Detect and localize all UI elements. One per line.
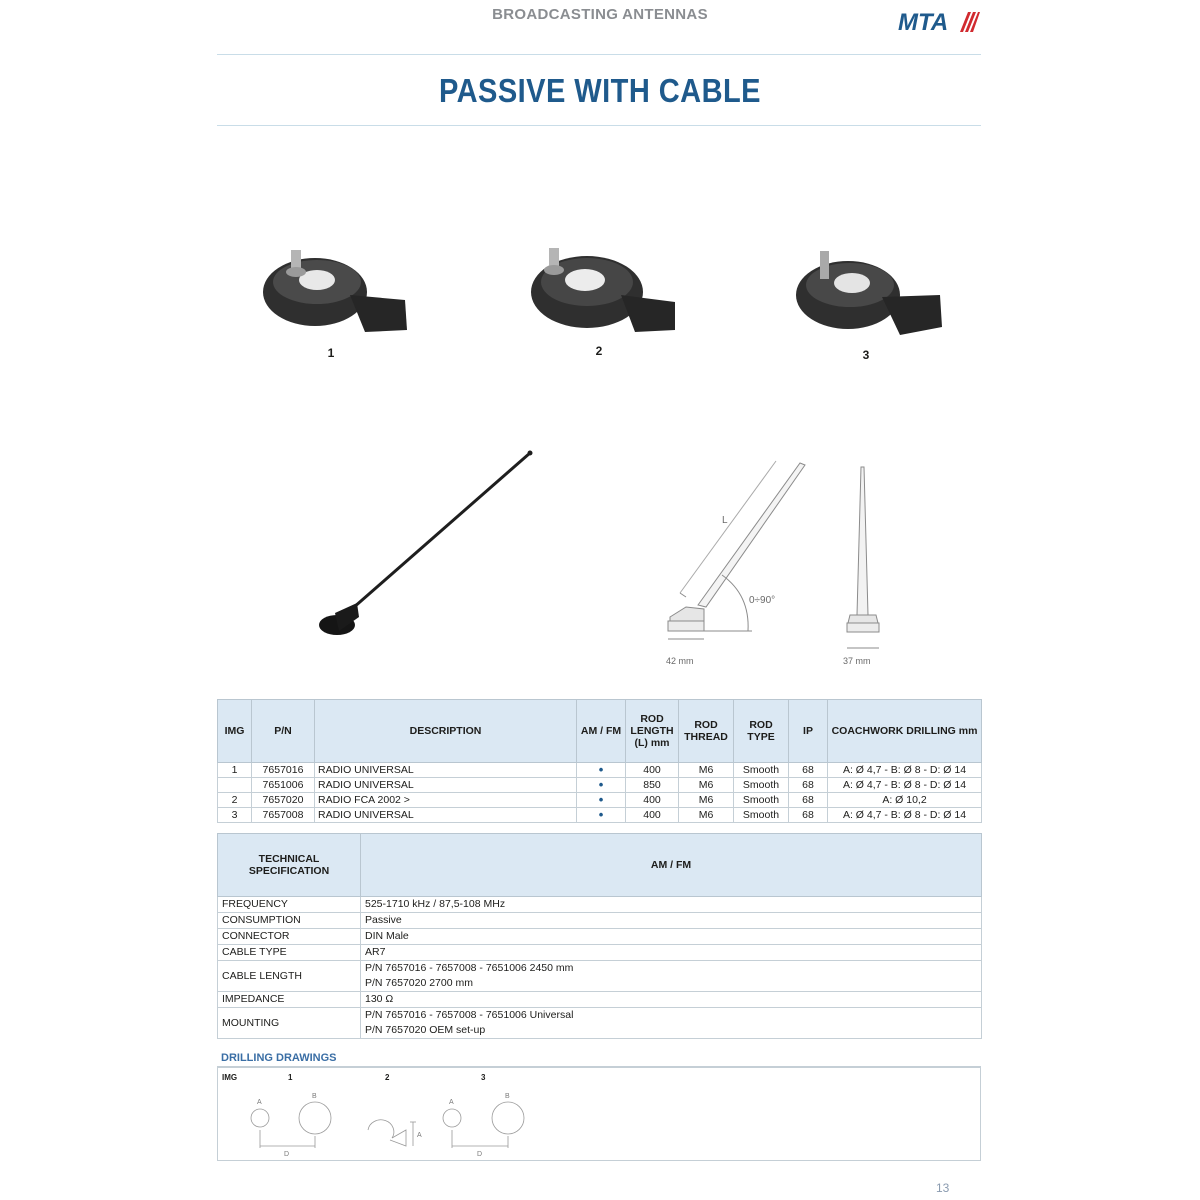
- table-row: [218, 929, 982, 945]
- tech-header-right: AM / FM: [361, 834, 982, 897]
- col-img: IMG: [218, 700, 252, 763]
- tech-header-left: TECHNICAL SPECIFICATION: [218, 834, 361, 897]
- product-spec-table: [217, 699, 982, 823]
- tech-value: DIN Male: [361, 929, 982, 945]
- drilling-label-3: 3: [481, 1073, 486, 1082]
- cell-description: RADIO FCA 2002 >: [315, 793, 577, 808]
- col-description: DESCRIPTION: [315, 700, 577, 763]
- section-title: BROADCASTING ANTENNAS: [492, 6, 708, 23]
- drilling-mark-a: A: [417, 1132, 422, 1139]
- svg-text:MTA: MTA: [898, 9, 949, 34]
- table-row: [218, 961, 982, 992]
- table-row: [218, 992, 982, 1008]
- drilling-label-1: 1: [288, 1073, 293, 1082]
- antenna-base-image-2: [525, 240, 685, 340]
- brand-logo: [898, 8, 980, 34]
- cell-rod-length: 400: [626, 763, 679, 778]
- cell-ip: 68: [789, 793, 828, 808]
- cell-rod-type: Smooth: [734, 778, 789, 793]
- table-row: [218, 808, 982, 823]
- cell-description: RADIO UNIVERSAL: [315, 763, 577, 778]
- page-number: 13: [936, 1181, 950, 1195]
- cell-amfm: •: [577, 763, 626, 778]
- cell-amfm: •: [577, 808, 626, 823]
- tech-label: CABLE TYPE: [218, 945, 361, 961]
- col-rod-thread: ROD THREAD: [679, 700, 734, 763]
- tech-label: IMPEDANCE: [218, 992, 361, 1008]
- antenna-dimension-diagram: [660, 455, 890, 670]
- tech-label: CABLE LENGTH: [218, 961, 361, 992]
- cell-img: 1: [218, 763, 252, 778]
- drilling-mark-d: D: [284, 1151, 290, 1158]
- cell-rod-thread: M6: [679, 808, 734, 823]
- dimension-width-side: 42 mm: [666, 656, 694, 666]
- antenna-rod-image: [315, 445, 545, 640]
- cell-drilling: A: Ø 4,7 - B: Ø 8 - D: Ø 14: [828, 808, 982, 823]
- title-rule: [217, 125, 981, 126]
- col-amfm: AM / FM: [577, 700, 626, 763]
- table-row: [218, 897, 982, 913]
- cell-rod-thread: M6: [679, 793, 734, 808]
- col-rod-length: ROD LENGTH (L) mm: [626, 700, 679, 763]
- cell-rod-thread: M6: [679, 763, 734, 778]
- cell-img: 3: [218, 808, 252, 823]
- product-caption-2: 2: [595, 344, 603, 358]
- drilling-drawings-title: DRILLING DRAWINGS: [221, 1052, 337, 1064]
- drilling-mark-d: D: [477, 1151, 483, 1158]
- tech-value: P/N 7657016 - 7657008 - 7651006 Universal P/N 7657020 OEM set-up: [361, 1008, 982, 1039]
- tech-value: P/N 7657016 - 7657008 - 7651006 2450 mm P/N 7657020 2700 mm: [361, 961, 982, 992]
- cell-rod-thread: M6: [679, 778, 734, 793]
- tech-value: Passive: [361, 913, 982, 929]
- cell-img: 2: [218, 793, 252, 808]
- cell-drilling: A: Ø 10,2: [828, 793, 982, 808]
- cell-rod-type: Smooth: [734, 763, 789, 778]
- cell-pn: 7657008: [252, 808, 315, 823]
- cell-description: RADIO UNIVERSAL: [315, 808, 577, 823]
- cell-pn: 7657016: [252, 763, 315, 778]
- drilling-mark-b: B: [505, 1093, 510, 1100]
- table-row: [218, 778, 982, 793]
- tech-value: 130 Ω: [361, 992, 982, 1008]
- cell-rod-length: 400: [626, 793, 679, 808]
- product-caption-1: 1: [327, 346, 335, 360]
- tech-value: AR7: [361, 945, 982, 961]
- table-row: [218, 763, 982, 778]
- table-row: [218, 913, 982, 929]
- drilling-label-2: 2: [385, 1073, 390, 1082]
- table-row: [218, 1008, 982, 1039]
- tech-label: FREQUENCY: [218, 897, 361, 913]
- dimension-width-front: 37 mm: [843, 656, 871, 666]
- product-caption-3: 3: [862, 348, 870, 362]
- cell-pn: 7651006: [252, 778, 315, 793]
- cell-pn: 7657020: [252, 793, 315, 808]
- cell-rod-length: 400: [626, 808, 679, 823]
- col-ip: IP: [789, 700, 828, 763]
- cell-rod-length: 850: [626, 778, 679, 793]
- cell-rod-type: Smooth: [734, 808, 789, 823]
- cell-ip: 68: [789, 763, 828, 778]
- antenna-base-image-3: [790, 245, 950, 345]
- technical-spec-table: [217, 833, 982, 1039]
- table-row: [218, 793, 982, 808]
- page-title: PASSIVE WITH CABLE: [438, 72, 761, 109]
- tech-label: CONSUMPTION: [218, 913, 361, 929]
- tech-value: 525-1710 kHz / 87,5-108 MHz: [361, 897, 982, 913]
- antenna-base-image-1: [255, 240, 415, 340]
- cell-img: [218, 778, 252, 793]
- cell-amfm: •: [577, 778, 626, 793]
- col-pn: P/N: [252, 700, 315, 763]
- cell-ip: 68: [789, 778, 828, 793]
- cell-drilling: A: Ø 4,7 - B: Ø 8 - D: Ø 14: [828, 778, 982, 793]
- table-row: [218, 945, 982, 961]
- drilling-mark-a: A: [257, 1099, 262, 1106]
- dimension-length-label: L: [722, 515, 728, 526]
- col-rod-type: ROD TYPE: [734, 700, 789, 763]
- drilling-img-label: IMG: [222, 1073, 238, 1082]
- cell-amfm: •: [577, 793, 626, 808]
- drilling-mark-a: A: [449, 1099, 454, 1106]
- cell-drilling: A: Ø 4,7 - B: Ø 8 - D: Ø 14: [828, 763, 982, 778]
- col-coachwork-drilling: COACHWORK DRILLING mm: [828, 700, 982, 763]
- tech-label: MOUNTING: [218, 1008, 361, 1039]
- drilling-drawings-figure: [240, 1090, 540, 1160]
- header-rule: [217, 54, 981, 55]
- tech-label: CONNECTOR: [218, 929, 361, 945]
- cell-rod-type: Smooth: [734, 793, 789, 808]
- dimension-angle-label: 0÷90°: [749, 595, 776, 606]
- cell-description: RADIO UNIVERSAL: [315, 778, 577, 793]
- drilling-mark-b: B: [312, 1093, 317, 1100]
- cell-ip: 68: [789, 808, 828, 823]
